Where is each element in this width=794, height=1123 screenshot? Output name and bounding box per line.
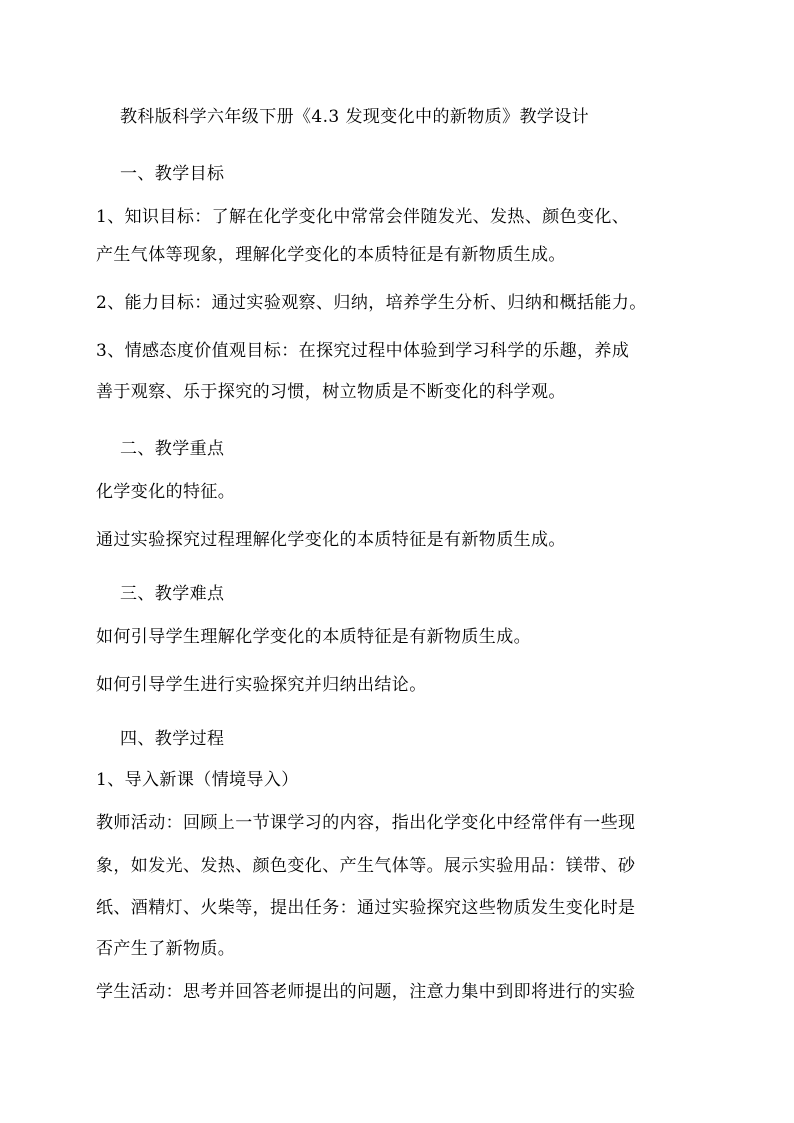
teacher-activity-line-2: 象，如发光、发热、颜色变化、产生气体等。展示实验用品：镁带、砂: [96, 856, 636, 876]
section-heading-process: 四、教学过程: [120, 729, 225, 749]
objective-1-line-1: 1、知识目标：了解在化学变化中常常会伴随发光、发热、颜色变化、: [96, 207, 630, 227]
teacher-activity-line-1: 教师活动：回顾上一节课学习的内容，指出化学变化中经常伴有一些现: [96, 813, 636, 833]
key-point-2: 通过实验探究过程理解化学变化的本质特征是有新物质生成。: [96, 530, 566, 550]
section-heading-objectives: 一、教学目标: [120, 164, 225, 184]
difficulty-1: 如何引导学生理解化学变化的本质特征是有新物质生成。: [96, 627, 531, 647]
difficulty-2: 如何引导学生进行实验探究并归纳出结论。: [96, 675, 427, 695]
teacher-activity-line-4: 否产生了新物质。: [96, 939, 236, 959]
objective-2: 2、能力目标：通过实验观察、归纳，培养学生分析、归纳和概括能力。: [96, 293, 647, 313]
objective-3-line-2: 善于观察、乐于探究的习惯，树立物质是不断变化的科学观。: [96, 382, 566, 402]
section-heading-difficulties: 三、教学难点: [120, 584, 225, 604]
document-title: 教科版科学六年级下册《4.3 发现变化中的新物质》教学设计: [120, 107, 590, 127]
objective-1-line-2: 产生气体等现象，理解化学变化的本质特征是有新物质生成。: [96, 245, 566, 265]
teacher-activity-line-3: 纸、酒精灯、火柴等，提出任务：通过实验探究这些物质发生变化时是: [96, 898, 636, 918]
key-point-1: 化学变化的特征。: [96, 482, 236, 502]
section-heading-key-points: 二、教学重点: [120, 439, 225, 459]
process-step-1: 1、导入新课（情境导入）: [96, 770, 299, 790]
student-activity-line-1: 学生活动：思考并回答老师提出的问题，注意力集中到即将进行的实验: [96, 982, 636, 1002]
objective-3-line-1: 3、情感态度价值观目标：在探究过程中体验到学习科学的乐趣，养成: [96, 341, 630, 361]
